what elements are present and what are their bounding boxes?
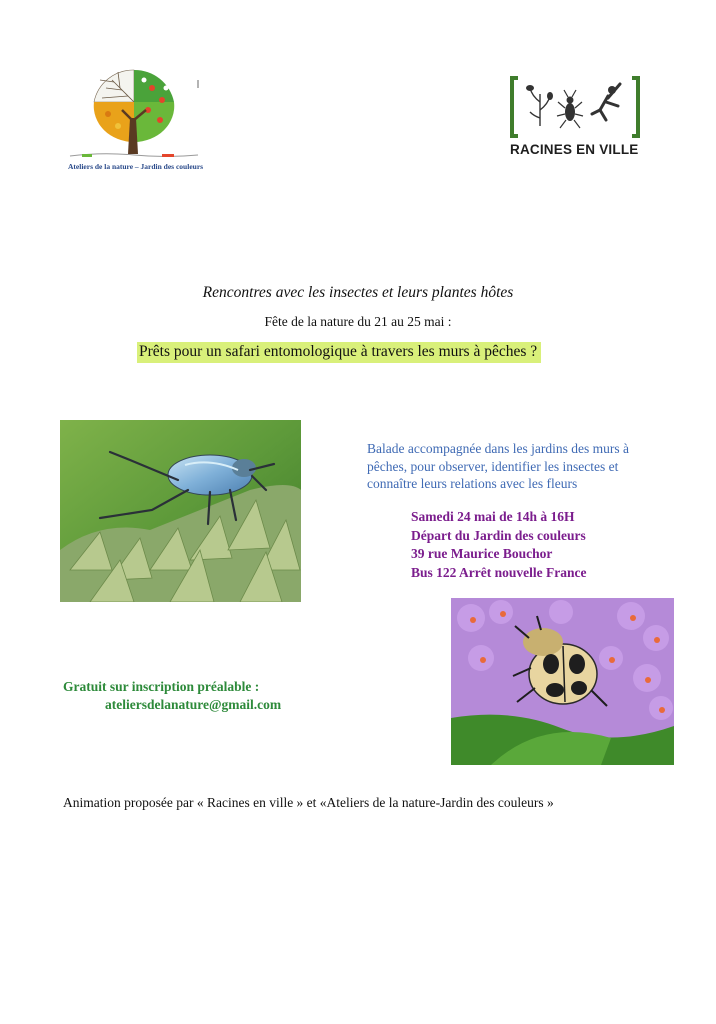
registration-email[interactable]: ateliersdelanature@gmail.com [105, 697, 282, 712]
event-departure: Départ du Jardin des couleurs [411, 527, 586, 543]
event-info [411, 508, 586, 582]
plant-insect-dancer-bracket-icon [508, 76, 648, 138]
event-address: 39 rue Maurice Bouchor [411, 546, 553, 561]
event-subtitle: Rencontres avec les insectes et leurs plantes hôtes [202, 284, 514, 301]
event-headline: Prêts pour un safari entomologique à travers les murs à pêches ? [137, 342, 541, 363]
racines-en-ville-name: RACINES EN VILLE [510, 142, 639, 157]
blue-beetle-photo [60, 420, 301, 602]
registration-info [63, 678, 281, 714]
four-seasons-tree-icon [62, 58, 202, 162]
organizer-note: Animation proposée par « Racines en ville » et «Ateliers de la nature-Jardin des couleurs » [63, 795, 554, 810]
walk-description: Balade accompagnée dans les jardins des murs à pêches, pour observer, identifier les insectes et connaître leurs relations avec les fleurs [367, 441, 630, 491]
ateliers-nature-logo [62, 58, 202, 178]
ateliers-nature-caption: Ateliers de la nature – Jardin des couleurs [68, 162, 204, 171]
event-transport: Bus 122 Arrêt nouvelle France [411, 564, 587, 580]
racines-en-ville-logo [508, 76, 648, 166]
event-dates: Fête de la nature du 21 au 25 mai : [264, 314, 452, 329]
event-date-time: Samedi 24 mai de 14h à 16H [411, 509, 575, 524]
beetle-on-flower-photo [451, 598, 674, 765]
registration-label: Gratuit sur inscription préalable : [63, 679, 260, 694]
